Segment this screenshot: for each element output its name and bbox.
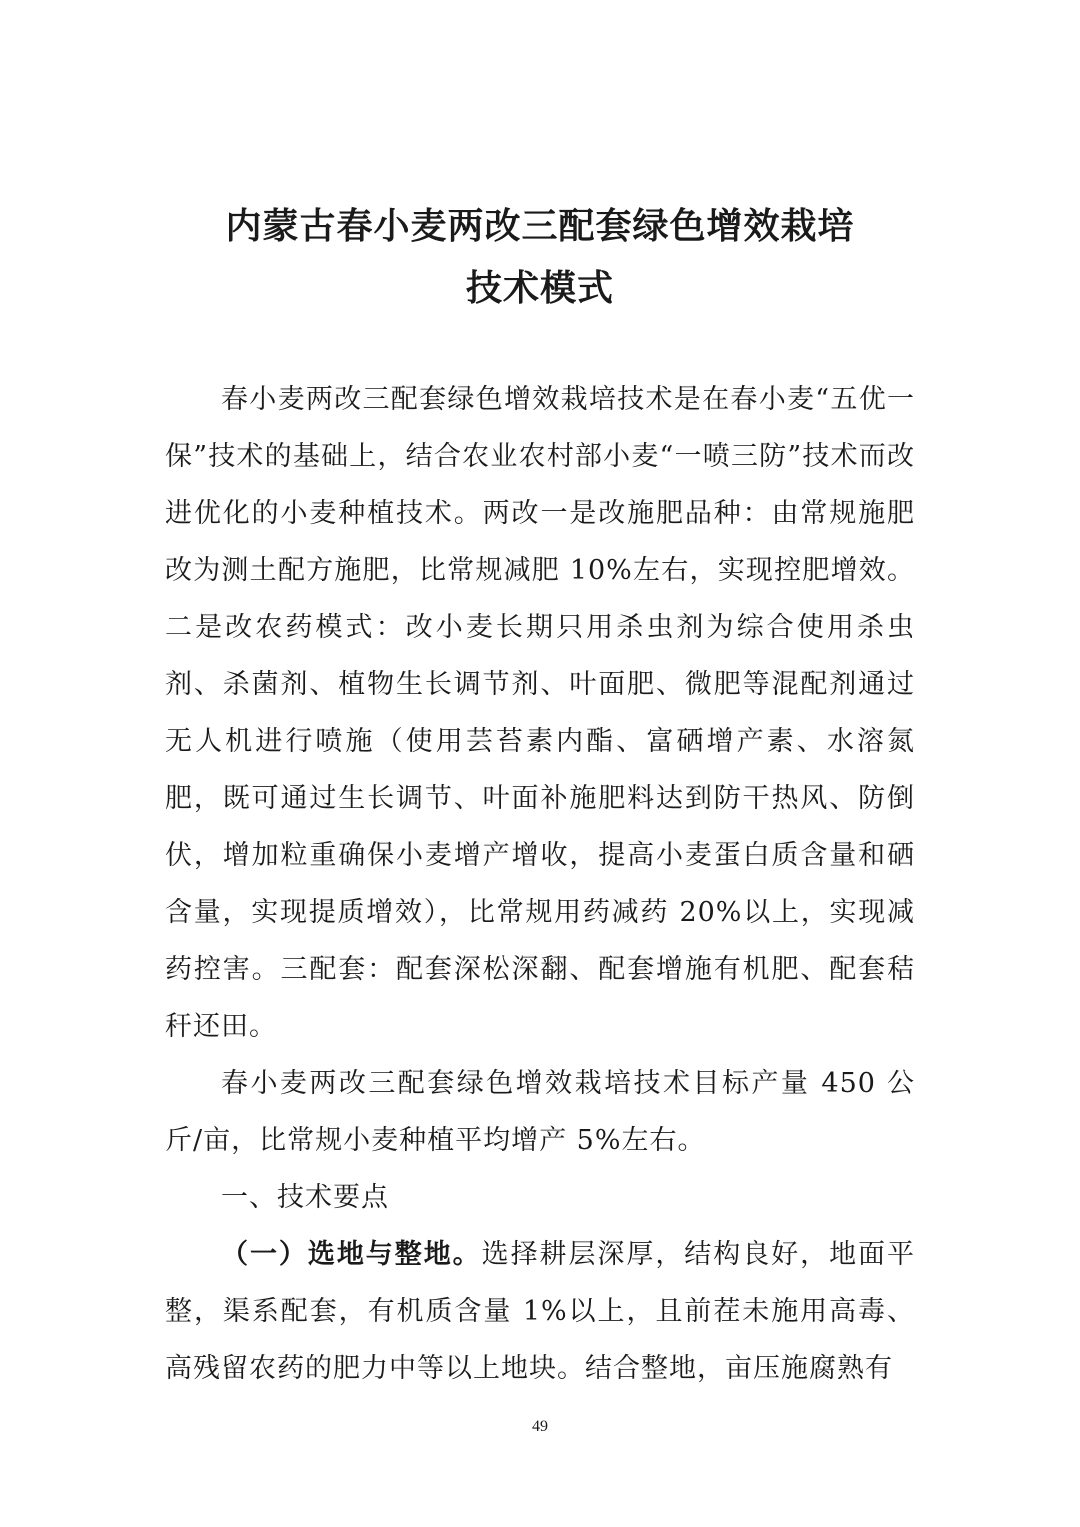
subsection-site-selection <box>165 1226 915 1397</box>
document-title-line1: 内蒙古春小麦两改三配套绿色增效栽培 <box>225 206 855 247</box>
subsection-text-site-selection: 选择耕层深厚，结构良好，地面平整，渠系配套，有机质含量 1%以上，且前茬未施用高毒、高残留农药的肥力中等以上地块。结合整地，亩压施腐熟有 <box>165 1239 916 1384</box>
page-number: 49 <box>532 1418 548 1435</box>
section-heading-technical-points: 一、技术要点 <box>221 1182 389 1213</box>
subsection-heading-site-selection: （一）选地与整地。 <box>221 1239 482 1270</box>
paragraph-intro: 春小麦两改三配套绿色增效栽培技术是在春小麦“五优一保”技术的基础上，结合农业农村部小麦“一喷三防”技术而改进优化的小麦种植技术。两改一是改施肥品种：由常规施肥改为测土配方施肥，比常规减肥 10%左右，实现控肥增效。二是改农药模式：改小麦长期只用杀虫剂为综合使用杀虫剂、杀菌剂、植物生长调节剂、叶面肥、微肥等混配剂通过无人机进行喷施（使用芸苔素内酯、富硒增产素、水溶氮肥，既可通过生长调节、叶面补施肥料达到防干热风、防倒伏，增加粒重确保小麦增产增收，提高小麦蛋白质含量和硒含量，实现提质增效），比常规用药减药 20%以上，实现减药控害。三配套：配套深松深翻、配套增施有机肥、配套秸秆还田。 <box>165 384 915 1042</box>
paragraph-target-yield: 春小麦两改三配套绿色增效栽培技术目标产量 450 公斤/亩，比常规小麦种植平均增产 5%左右。 <box>165 1068 915 1156</box>
document-title-line2: 技术模式 <box>465 268 614 309</box>
document-body <box>165 371 915 1397</box>
